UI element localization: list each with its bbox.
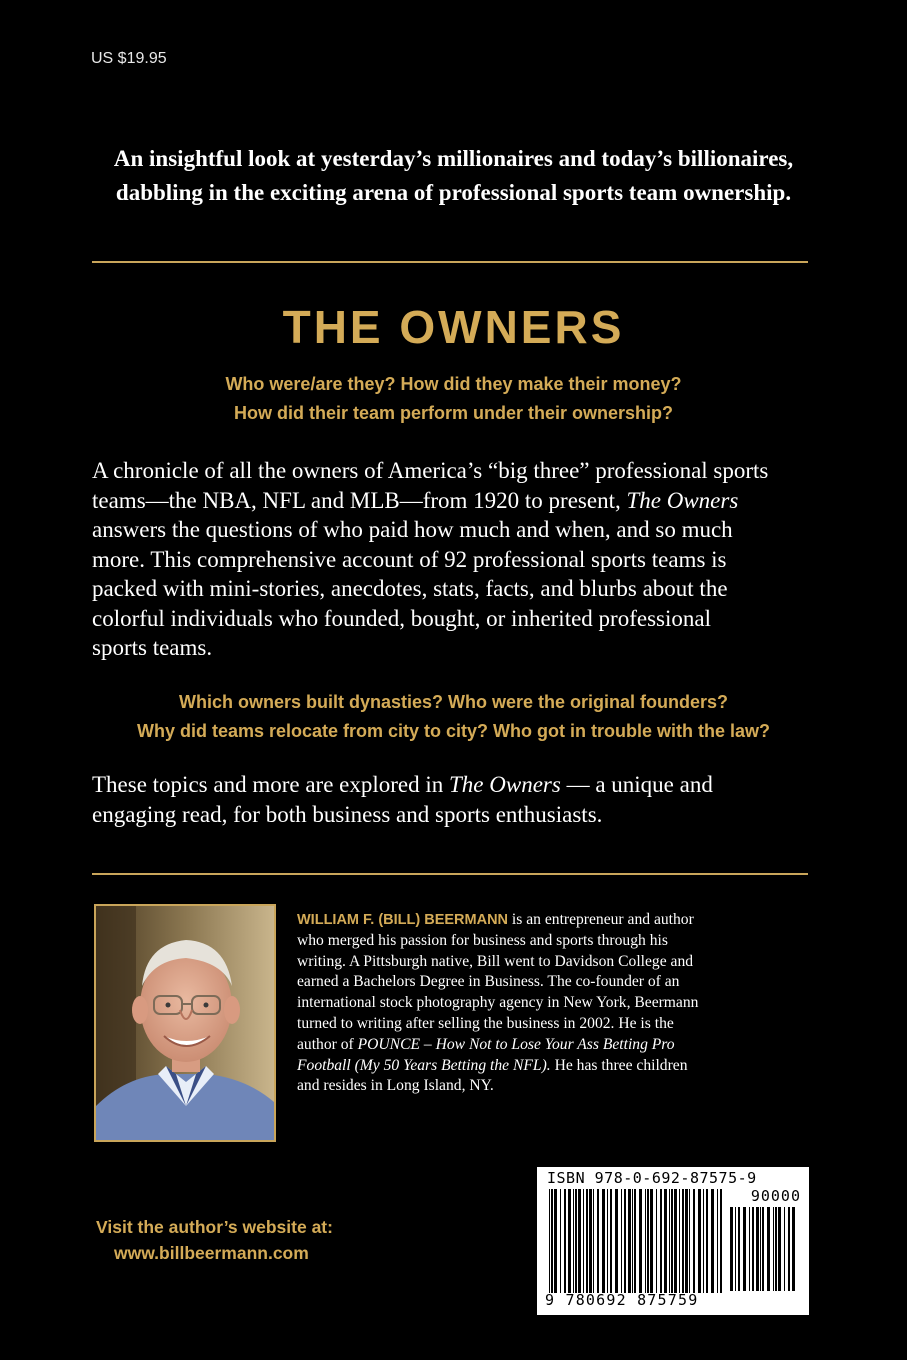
author-bio xyxy=(297,910,817,1097)
author-name: WILLIAM F. (BILL) BEERMANN xyxy=(297,912,509,928)
barcode-bar xyxy=(583,1189,584,1293)
description-line: answers the questions of who paid how much and when, and so much xyxy=(92,517,733,542)
price-label: US $19.95 xyxy=(91,50,167,67)
bio-line: turned to writing after selling the business in 2002. He is the xyxy=(297,1014,674,1032)
barcode-bar xyxy=(698,1189,701,1293)
bio-text: He has three children xyxy=(550,1056,688,1074)
barcode-bar xyxy=(602,1189,605,1293)
barcode-bar xyxy=(756,1207,759,1291)
barcode-bar xyxy=(664,1189,667,1293)
bio-line xyxy=(297,910,817,931)
barcode-bar xyxy=(551,1189,553,1293)
barcode-bar xyxy=(632,1189,633,1293)
description-line: sports teams. xyxy=(92,635,213,660)
closing-text: These topics and more are explored in xyxy=(92,772,450,797)
divider-bottom xyxy=(92,873,808,875)
bio-line: writing. A Pittsburgh native, Bill went to Davidson College and xyxy=(297,952,694,970)
barcode-bar xyxy=(560,1189,561,1293)
barcode-bar xyxy=(743,1207,746,1291)
tagline-line: dabbling in the exciting arena of professional sports team ownership. xyxy=(115,180,792,205)
barcode-bar xyxy=(671,1189,673,1293)
barcode-bar xyxy=(711,1189,714,1293)
closing-paragraph xyxy=(92,770,832,829)
barcode-bar xyxy=(674,1189,677,1293)
book-title-inline: The Owners xyxy=(449,772,561,797)
bio-line: who merged his passion for business and sports through his xyxy=(297,931,668,949)
bio-line xyxy=(297,1056,817,1077)
barcode-bar xyxy=(730,1207,733,1291)
question-line: Who were/are they? How did they make their money? xyxy=(225,374,682,394)
website-label: Visit the author’s website at: xyxy=(96,1217,333,1237)
questions-mid xyxy=(0,688,907,746)
barcode-bar xyxy=(568,1189,571,1293)
barcode-bar xyxy=(589,1189,592,1293)
barcode-bar xyxy=(689,1189,690,1293)
description-line: packed with mini-stories, anecdotes, stats, facts, and blurbs about the xyxy=(92,576,728,601)
description-line: colorful individuals who founded, bought, or inherited professional xyxy=(92,605,711,631)
description-text: teams—the NBA, NFL and MLB—from 1920 to present, xyxy=(92,487,627,513)
barcode-bar xyxy=(639,1189,642,1293)
author-photo xyxy=(94,904,276,1142)
barcode-bar xyxy=(703,1189,704,1293)
description-line xyxy=(92,486,832,516)
barcode-bar xyxy=(647,1189,649,1293)
website-url[interactable]: www.billbeermann.com xyxy=(114,1243,309,1263)
barcode-bar xyxy=(597,1189,599,1293)
tagline xyxy=(60,142,847,210)
barcode-bar xyxy=(578,1189,581,1293)
bio-line xyxy=(297,1035,817,1056)
barcode-bar xyxy=(752,1207,754,1291)
isbn-barcode xyxy=(537,1167,809,1315)
barcode-bar xyxy=(762,1207,764,1291)
barcode-bar xyxy=(586,1189,588,1293)
description-line: more. This comprehensive account of 92 professional sports teams is xyxy=(92,546,727,572)
bio-text: author of xyxy=(297,1035,358,1053)
barcode-bars xyxy=(549,1189,725,1293)
barcode-bar xyxy=(792,1207,795,1291)
barcode-bar xyxy=(735,1207,736,1291)
barcode-bar xyxy=(624,1189,626,1293)
barcode-bar xyxy=(749,1207,750,1291)
question-line: How did their team perform under their ownership? xyxy=(233,403,674,423)
barcode-bar xyxy=(628,1189,631,1293)
closing-line: engaging read, for both business and sports enthusiasts. xyxy=(92,801,603,827)
barcode-bar xyxy=(634,1189,636,1293)
description-line: A chronicle of all the owners of America’s “big three” professional sports xyxy=(92,458,769,483)
barcode-bar xyxy=(788,1207,790,1291)
barcode-bar xyxy=(717,1189,718,1293)
barcode-bar xyxy=(650,1189,653,1293)
barcode-bar xyxy=(693,1189,695,1293)
divider-top xyxy=(92,261,808,263)
closing-line xyxy=(92,770,832,800)
barcode-bar xyxy=(784,1207,785,1291)
book-title-inline: The Owners xyxy=(626,487,739,513)
questions-top xyxy=(0,370,907,428)
barcode-bar xyxy=(549,1189,550,1293)
barcode-bar xyxy=(775,1207,777,1291)
closing-text: — a unique and xyxy=(560,772,713,797)
barcode-bar xyxy=(575,1189,577,1293)
barcode-bar xyxy=(610,1189,612,1293)
author-website xyxy=(96,1214,333,1266)
book-title: THE OWNERS xyxy=(282,301,625,353)
bio-line: earned a Bachelors Degree in Business. The co-founder of an xyxy=(297,973,680,991)
tagline-line: An insightful look at yesterday’s millionaires and today’s billionaires, xyxy=(113,146,794,171)
barcode-bar xyxy=(669,1189,670,1293)
barcode-bar xyxy=(682,1189,684,1293)
barcode-bar xyxy=(554,1189,557,1293)
barcode-bar xyxy=(593,1189,594,1293)
bio-line: international stock photography agency in New York, Beermann xyxy=(297,994,699,1012)
barcode-bar xyxy=(621,1189,622,1293)
question-line: Why did teams relocate from city to city? Who got in trouble with the law? xyxy=(136,721,771,741)
bio-line: and resides in Long Island, NY. xyxy=(297,1077,494,1095)
barcode-bar xyxy=(738,1207,740,1291)
barcode-bar xyxy=(573,1189,574,1293)
barcode-digits: 9 780692 875759 xyxy=(545,1291,699,1309)
barcode-bar xyxy=(615,1189,618,1293)
author-portrait-image xyxy=(96,906,274,1140)
barcode-bar xyxy=(607,1189,608,1293)
barcode-bar xyxy=(720,1189,722,1293)
barcode-bar xyxy=(679,1189,680,1293)
barcode-bar xyxy=(767,1207,770,1291)
other-book-title: POUNCE – How Not to Lose Your Ass Betting Pro xyxy=(357,1035,675,1053)
barcode-bar xyxy=(660,1189,662,1293)
other-book-title: Football (My 50 Years Betting the NFL). xyxy=(297,1056,551,1074)
barcode-bar xyxy=(773,1207,774,1291)
barcode-bar xyxy=(685,1189,688,1293)
isbn-text: ISBN 978-0-692-87575-9 xyxy=(547,1169,757,1187)
bio-text: is an entrepreneur and author xyxy=(508,911,694,928)
barcode-addon-bars xyxy=(730,1207,798,1291)
barcode-bar xyxy=(564,1189,566,1293)
price-code: 90000 xyxy=(750,1187,801,1205)
question-line: Which owners built dynasties? Who were the original founders? xyxy=(178,692,729,712)
description-paragraph xyxy=(92,456,832,663)
barcode-bar xyxy=(778,1207,781,1291)
barcode-bar xyxy=(760,1207,761,1291)
barcode-bar xyxy=(645,1189,646,1293)
barcode-bar xyxy=(656,1189,657,1293)
barcode-bar xyxy=(706,1189,708,1293)
